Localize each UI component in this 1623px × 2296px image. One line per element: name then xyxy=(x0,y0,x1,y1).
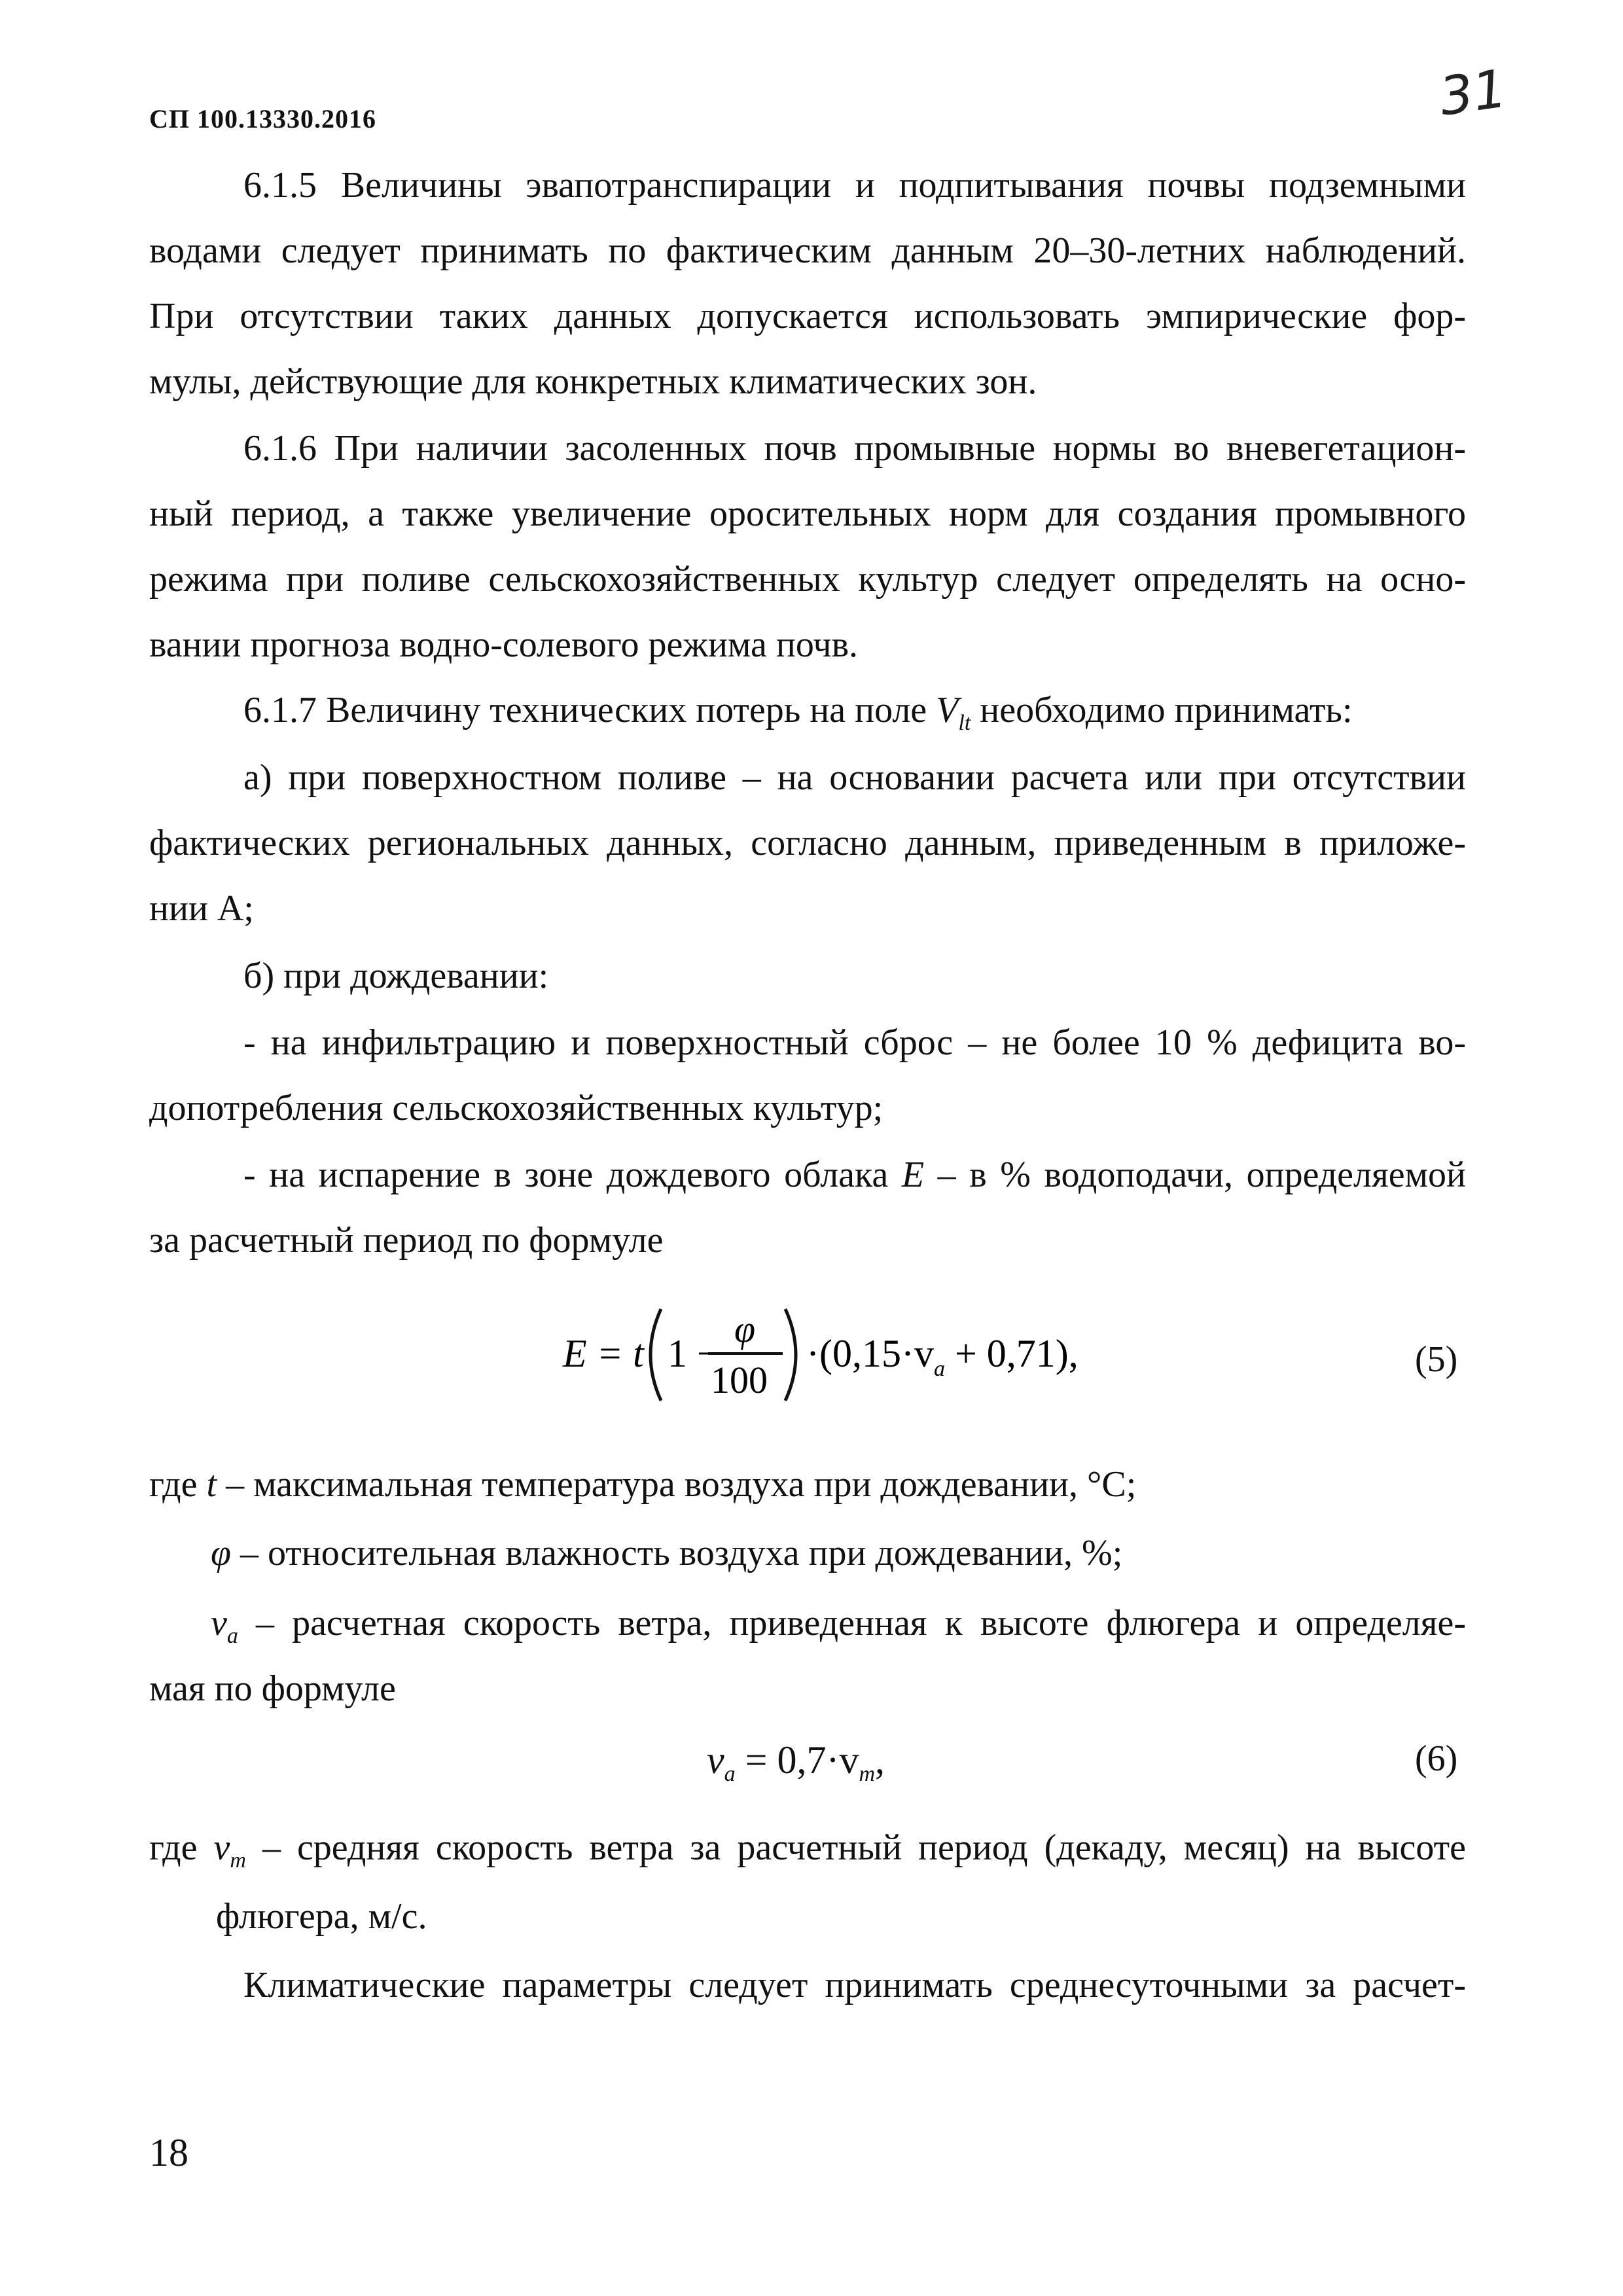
text-fragment: необходимо принимать: xyxy=(980,690,1353,730)
formula-mid: = 0,7·v xyxy=(735,1738,859,1782)
text-line: б) при дождевании: xyxy=(243,956,549,996)
text-line: мая по формуле xyxy=(149,1668,396,1709)
equation-number-5: (5) xyxy=(1415,1339,1458,1380)
text-line: нии А; xyxy=(149,888,254,929)
text-line: - на инфильтрацию и поверхностный сброс – не более 10 % дефицита во- xyxy=(243,1022,1466,1063)
text-fragment: – относительная влажность воздуха при дождевании, %; xyxy=(240,1533,1123,1573)
left-paren xyxy=(651,1309,661,1401)
text-line xyxy=(149,1463,1136,1506)
text-fragment: 6.1.7 Величину технических потерь на поле xyxy=(243,690,927,730)
formula-denominator: 100 xyxy=(711,1359,768,1401)
formula-lhs: v xyxy=(707,1738,724,1782)
text-fragment: – максимальная температура воздуха при дождевании, °С; xyxy=(226,1464,1137,1505)
formula-one-minus: 1 − xyxy=(668,1332,719,1375)
text-line: водами следует принимать по фактическим данным 20–30-летних наблюдений. xyxy=(149,230,1466,271)
text-line: 6.1.5 Величины эвапотранспирации и подпитывания почвы подземными xyxy=(243,165,1466,206)
text-line: вании прогноза водно-солевого режима почв. xyxy=(149,624,859,665)
text-line xyxy=(149,1826,1466,1873)
formula-5 xyxy=(563,1296,1079,1414)
formula-lhs-subscript: a xyxy=(724,1762,736,1786)
text-fragment: – в % водоподачи, определяемой xyxy=(937,1155,1467,1195)
text-line: а) при поверхностном поливе – на основании расчета или при отсутствии xyxy=(243,757,1466,798)
text-line: При отсутствии таких данных допускается использовать эмпирические фор- xyxy=(149,296,1466,336)
text-line: фактических региональных данных, согласно данным, приведенным в приложе- xyxy=(149,823,1466,863)
text-line: 6.1.6 При наличии засоленных почв промывные нормы во вневегетацион- xyxy=(243,428,1466,469)
equation-number-6: (6) xyxy=(1415,1738,1458,1779)
text-line xyxy=(211,1532,1122,1575)
text-line: флюгера, м/с. xyxy=(216,1896,427,1937)
symbol-vm: v xyxy=(213,1827,230,1868)
formula-mid-subscript: m xyxy=(859,1762,876,1786)
formula-tail: $\cdot(0,15\cdot v_a + 0,71)$, xyxy=(806,1332,1079,1381)
text-fragment: где xyxy=(149,1464,198,1505)
symbol-phi: φ xyxy=(211,1533,231,1573)
symbol-e: E xyxy=(901,1155,925,1195)
text-fragment: – расчетная скорость ветра, приведенная к высоте флюгера и определяе- xyxy=(255,1603,1467,1643)
formula-tail: , xyxy=(875,1738,885,1782)
page-number: 18 xyxy=(149,2131,188,2174)
symbol-va: v xyxy=(211,1603,227,1643)
text-line: допотребления сельскохозяйственных культур; xyxy=(149,1088,883,1128)
text-line: ный период, а также увеличение оросительных норм для создания промывного xyxy=(149,493,1466,534)
symbol-subscript: m xyxy=(230,1848,246,1873)
document-code: СП 100.13330.2016 xyxy=(149,104,376,134)
formula-5-drawing xyxy=(563,1296,1079,1414)
formula-numerator: φ xyxy=(734,1308,756,1350)
text-line xyxy=(243,1153,1466,1196)
right-paren xyxy=(785,1309,796,1401)
formula-lhs: E = t xyxy=(563,1332,644,1375)
text-fragment: – средняя скорость ветра за расчетный период (декаду, месяц) на высоте xyxy=(262,1827,1466,1868)
text-line: режима при поливе сельскохозяйственных культур следует определять на осно- xyxy=(149,559,1466,600)
symbol-v: V xyxy=(936,690,959,730)
symbol-subscript: lt xyxy=(958,711,971,735)
symbol-subscript: a xyxy=(226,1624,238,1648)
text-line xyxy=(211,1602,1467,1648)
handwritten-page-number: 31 xyxy=(1436,58,1510,128)
text-fragment: где xyxy=(149,1827,198,1868)
text-fragment: - на испарение в зоне дождевого облака xyxy=(243,1155,889,1195)
formula-6 xyxy=(707,1738,885,1786)
symbol-t: t xyxy=(206,1464,217,1505)
text-line: за расчетный период по формуле xyxy=(149,1220,664,1261)
text-line: мулы, действующие для конкретных климатических зон. xyxy=(149,361,1037,402)
text-line xyxy=(243,689,1353,735)
text-line: Климатические параметры следует принимать среднесуточными за расчет- xyxy=(243,1965,1466,2005)
